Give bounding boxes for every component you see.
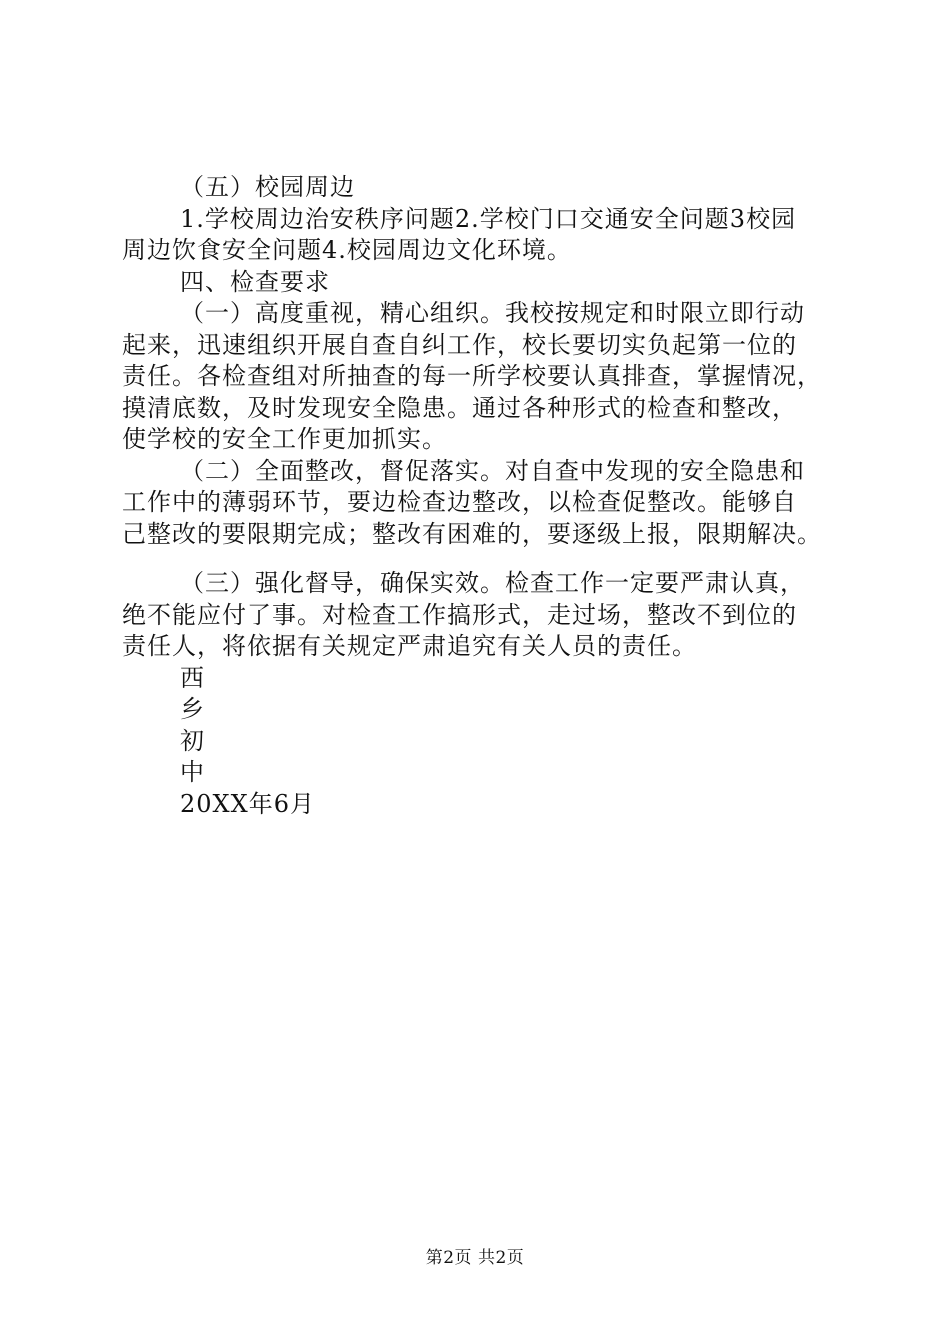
signature-date: 20XX年6月 — [180, 789, 315, 818]
section-5-line-2: 周边饮食安全问题4.校园周边文化环境。 — [122, 236, 572, 264]
section-4-heading: 四、检查要求 — [180, 267, 330, 296]
section-5-heading: （五）校园周边 — [180, 173, 355, 201]
page-footer: 第2页 共2页 — [425, 1248, 525, 1268]
para-1-line-4: 摸清底数，及时发现安全隐患。通过各种形式的检查和整改， — [122, 393, 797, 422]
para-2-line-1: （二）全面整改，督促落实。对自查中发现的安全隐患和 — [180, 456, 805, 485]
para-1-line-2: 起来，迅速组织开展自查自纠工作，校长要切实负起第一位的 — [122, 330, 797, 359]
para-2-line-3: 己整改的要限期完成；整改有困难的，要逐级上报，限期解决。 — [122, 519, 822, 548]
para-1-line-5: 使学校的安全工作更加抓实。 — [122, 425, 447, 453]
section-5-line-1: 1.学校周边治安秩序问题2.学校门口交通安全问题3校园 — [180, 204, 797, 233]
signature-char-3: 初 — [180, 726, 205, 755]
para-3-line-2: 绝不能应付了事。对检查工作搞形式，走过场，整改不到位的 — [122, 600, 797, 629]
para-1-line-3: 责任。各检查组对所抽查的每一所学校要认真排查，掌握情况， — [122, 362, 822, 390]
para-2-line-2: 工作中的薄弱环节，要边检查边整改，以检查促整改。能够自 — [122, 488, 797, 516]
para-3-line-3: 责任人，将依据有关规定严肃追究有关人员的责任。 — [122, 632, 697, 660]
signature-char-1: 西 — [180, 663, 205, 692]
para-1-line-1: （一）高度重视，精心组织。我校按规定和时限立即行动 — [180, 299, 805, 327]
para-3-line-1: （三）强化督导，确保实效。检查工作一定要严肃认真， — [180, 569, 805, 597]
document-body — [122, 172, 834, 820]
signature-char-4: 中 — [180, 758, 205, 786]
signature-char-2: 乡 — [180, 695, 205, 723]
paragraph-gap — [122, 550, 834, 568]
